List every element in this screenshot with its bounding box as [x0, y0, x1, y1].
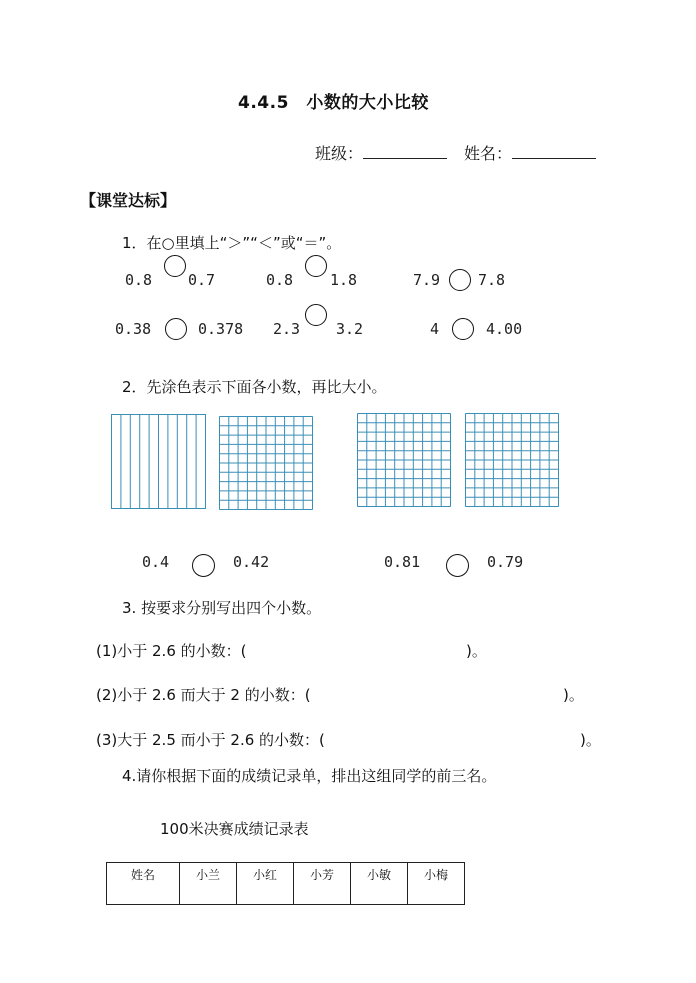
q3-prompt: 3. 按要求分别写出四个小数。 — [122, 599, 322, 617]
q1-r1-e: 7.9 — [413, 271, 441, 289]
record-table — [106, 862, 465, 905]
q2-val-a: 0.4 — [142, 553, 170, 571]
name-blank[interactable] — [512, 144, 596, 159]
q1-r2-e: 4 — [430, 320, 440, 338]
compare-circle[interactable] — [452, 318, 474, 340]
q3-close-2: )。 — [563, 686, 584, 704]
class-field — [315, 141, 447, 164]
section-heading: 【课堂达标】 — [80, 191, 177, 210]
compare-circle[interactable] — [192, 554, 215, 577]
q3-item-3 — [96, 729, 325, 750]
class-blank[interactable] — [363, 144, 447, 159]
q1-r2-a: 0.38 — [115, 320, 152, 338]
q3-close-1: )。 — [466, 642, 487, 660]
table-cell-header: 姓名 — [107, 863, 180, 905]
compare-circle[interactable] — [449, 269, 471, 291]
q1-r1-a: 0.8 — [125, 271, 153, 289]
q1-r2-b: 0.378 — [198, 320, 244, 338]
table-cell: 小兰 — [180, 863, 237, 905]
q4-prompt: 4.请你根据下面的成绩记录单，排出这组同学的前三名。 — [122, 767, 497, 785]
q2-prompt: 2．先涂色表示下面各小数，再比大小。 — [122, 378, 387, 396]
table-cell: 小芳 — [294, 863, 351, 905]
q1-prompt: 1．在○里填上“＞”“＜”或“＝”。 — [122, 234, 342, 252]
q1-r1-c: 0.8 — [266, 271, 294, 289]
q3-answer-1[interactable] — [282, 640, 462, 658]
q2-val-d: 0.79 — [487, 553, 524, 571]
q1-r1-d: 1.8 — [330, 271, 358, 289]
q1-r2-c: 2.3 — [273, 320, 301, 338]
q3-item-label: (2)小于 2.6 而大于 2 的小数：( — [96, 686, 311, 704]
table-row — [107, 863, 465, 905]
compare-circle[interactable] — [165, 318, 187, 340]
q1-r1-f: 7.8 — [478, 271, 506, 289]
name-label: 姓名： — [464, 144, 513, 163]
q3-close-3: )。 — [580, 731, 601, 749]
q1-r1-b: 0.7 — [188, 271, 216, 289]
page-title: 4.4.5 小数的大小比较 — [238, 93, 429, 113]
hundred-grid-2[interactable] — [357, 413, 451, 507]
q1-r2-d: 3.2 — [336, 320, 364, 338]
q3-item-2 — [96, 684, 311, 705]
table-cell: 小红 — [237, 863, 294, 905]
q3-answer-2[interactable] — [355, 684, 555, 702]
compare-circle[interactable] — [446, 554, 469, 577]
q3-item-label: (3)大于 2.5 而小于 2.6 的小数：( — [96, 731, 325, 749]
q1-r2-f: 4.00 — [486, 320, 523, 338]
q3-item-label: (1)小于 2.6 的小数：( — [96, 642, 247, 660]
class-label: 班级： — [315, 144, 364, 163]
hundred-grid-3[interactable] — [465, 413, 559, 507]
hundred-grid-1[interactable] — [219, 416, 313, 510]
q3-item-1 — [96, 640, 247, 661]
table-title: 100米决赛成绩记录表 — [160, 820, 309, 838]
table-cell: 小敏 — [351, 863, 408, 905]
q2-val-b: 0.42 — [233, 553, 270, 571]
stripe-grid-tenths[interactable] — [111, 414, 206, 509]
q3-answer-3[interactable] — [372, 729, 572, 747]
compare-circle[interactable] — [305, 304, 327, 326]
q2-val-c: 0.81 — [384, 553, 421, 571]
compare-circle[interactable] — [305, 255, 327, 277]
name-field — [464, 141, 596, 164]
compare-circle[interactable] — [164, 255, 186, 277]
table-cell: 小梅 — [408, 863, 465, 905]
